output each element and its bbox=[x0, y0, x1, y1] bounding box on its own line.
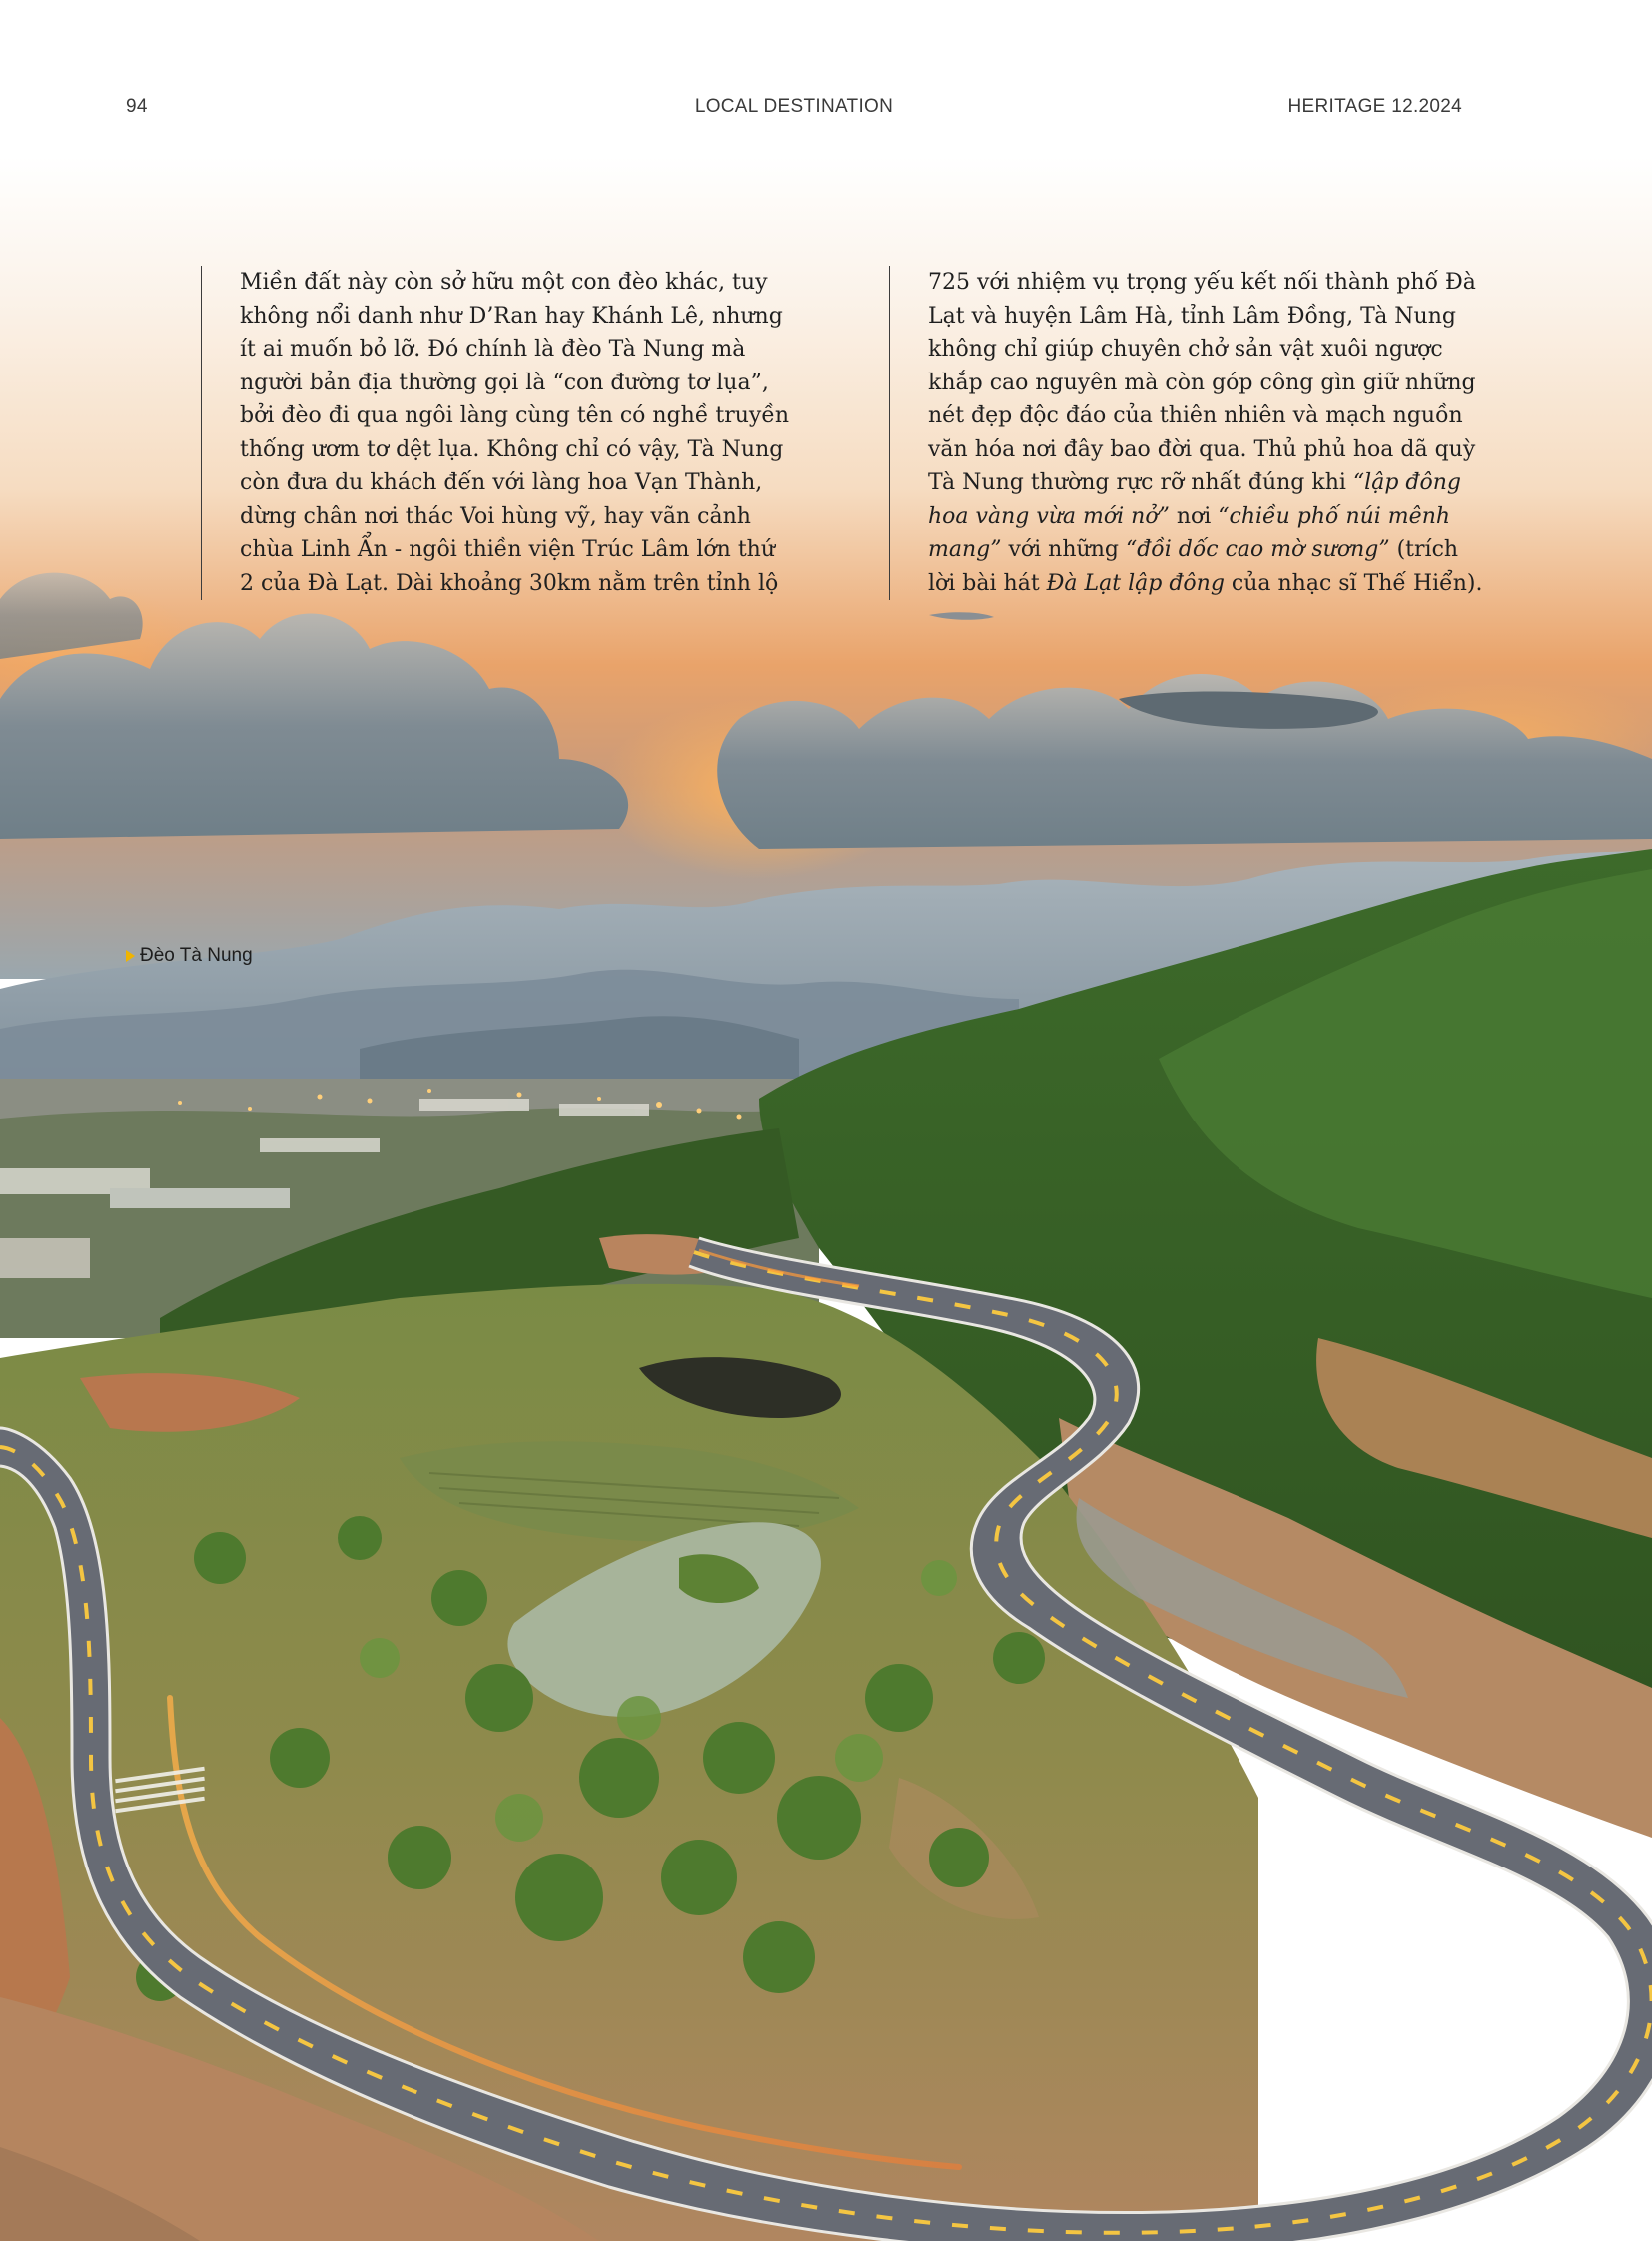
song-quote: “chiều phố núi mênh mang” bbox=[928, 503, 1451, 562]
text-run: 725 với nhiệm vụ trọng yếu kết nối thành phố Đà Lạt và huyện Lâm Hà, tỉnh Lâm Đồng, Tà Nung không chỉ giúp chuyên chở sản vật xuôi ngược khắp cao nguyên mà còn góp công gìn giữ những nét đẹp độc đáo của thiên nhiên và mạch nguồn văn hóa nơi đây bao đời qua. Thủ phủ hoa dã quỳ Tà Nung thường rực rỡ nhất đúng khi bbox=[928, 270, 1476, 495]
song-quote: “lập đông hoa vàng vừa mới nở” bbox=[928, 470, 1461, 529]
running-header bbox=[126, 96, 1462, 122]
article-paragraph-left: Miền đất này còn sở hữu một con đèo khác, tuy không nổi danh như D’Ran hay Khánh Lê, nhưng ít ai muốn bỏ lỡ. Đó chính là đèo Tà Nung mà người bản địa thường gọi là “con đường tơ lụa”, bởi đèo đi qua ngôi làng cùng tên có nghề truyền thống ươm tơ dệt lụa. Không chỉ có vậy, Tà Nung còn đưa du khách đến với làng hoa Vạn Thành, dừng chân nơi thác Voi hùng vỹ, hay vãn cảnh chùa Linh Ẩn - ngôi thiền viện Trúc Lâm lớn thứ 2 của Đà Lạt. Dài khoảng 30km nằm trên tỉnh lộ bbox=[240, 270, 790, 596]
article-column-right bbox=[889, 266, 1492, 600]
song-title: Đà Lạt lập đông bbox=[1046, 570, 1225, 596]
photo-caption bbox=[126, 945, 253, 967]
section-title: LOCAL DESTINATION bbox=[694, 96, 894, 117]
page-number: 94 bbox=[126, 96, 148, 117]
caption-arrow-icon bbox=[126, 950, 135, 962]
article-column-left bbox=[201, 266, 792, 600]
caption-text: Đèo Tà Nung bbox=[140, 945, 253, 966]
issue-label: HERITAGE 12.2024 bbox=[1287, 96, 1462, 117]
text-run: nơi bbox=[1169, 503, 1219, 529]
text-run: với những bbox=[1001, 537, 1126, 562]
song-quote: “đồi dốc cao mờ sương” bbox=[1125, 537, 1390, 562]
article-paragraph-right bbox=[928, 266, 1492, 600]
text-run: (trích lời bài hát bbox=[928, 537, 1459, 596]
text-run: của nhạc sĩ Thế Hiển). bbox=[1224, 570, 1483, 596]
